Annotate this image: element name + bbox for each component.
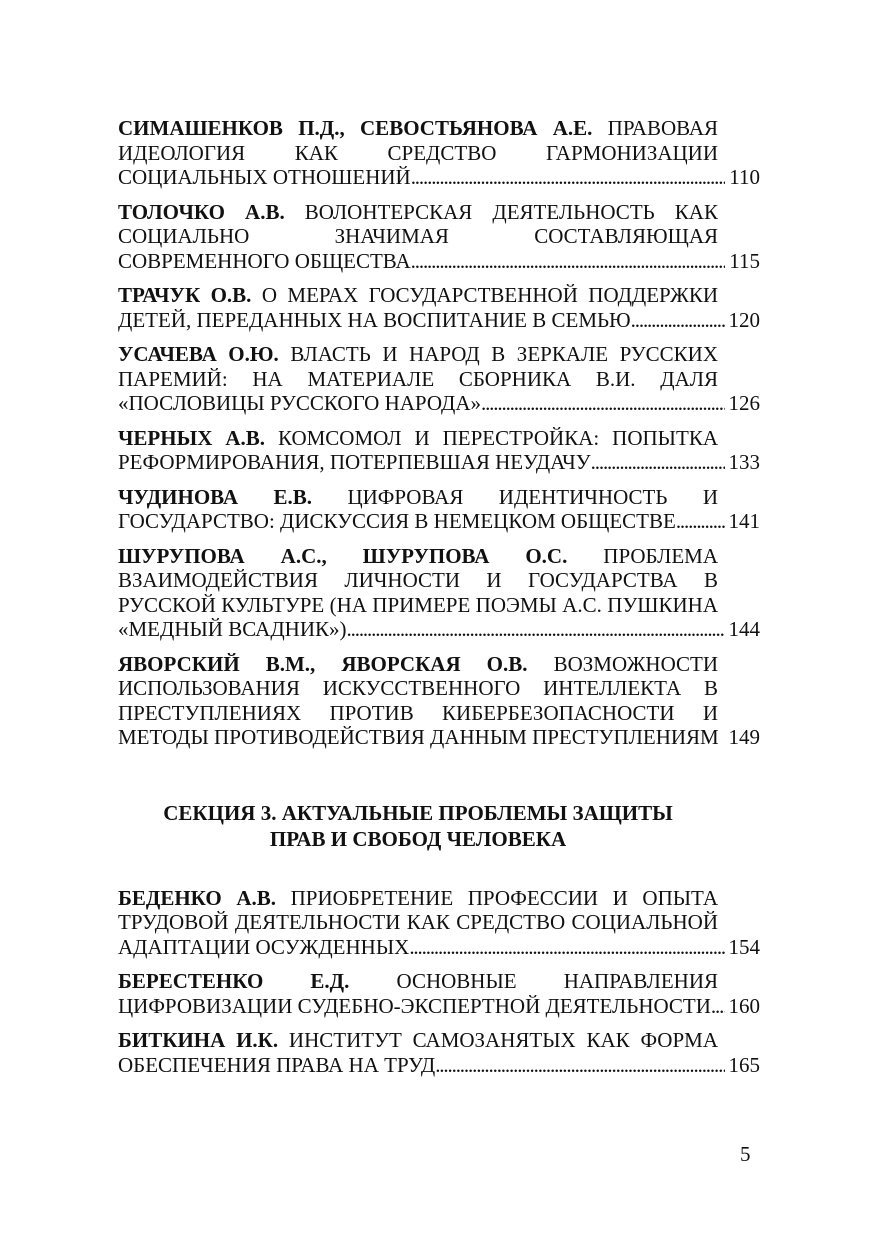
entry-title-text: «ПОСЛОВИЦЫ РУССКОГО НАРОДА» — [118, 391, 481, 415]
entry-authors: БЕРЕСТЕНКО Е.Д. — [118, 969, 350, 993]
toc-entry-line — [118, 652, 718, 677]
toc-entry-line — [118, 544, 718, 569]
dot-leader — [435, 1053, 724, 1078]
toc-entry[interactable] — [118, 969, 760, 1018]
entry-title-text: ПРЕСТУПЛЕНИЯХ ПРОТИВ КИБЕРБЕЗОПАСНОСТИ И — [118, 700, 718, 725]
entry-title-text: ГОСУДАРСТВО: ДИСКУССИЯ В НЕМЕЦКОМ ОБЩЕСТВЕ — [118, 509, 676, 533]
entry-authors: ШУРУПОВА А.С., ШУРУПОВА О.С. — [118, 543, 568, 568]
toc-entry-line — [118, 141, 718, 166]
toc-entry-line — [118, 910, 718, 935]
entry-authors: БЕДЕНКО А.В. — [118, 885, 276, 910]
toc-entry-last-line — [118, 249, 760, 274]
entry-title-text: ПРАВОВАЯ — [592, 116, 718, 140]
toc-entry[interactable] — [118, 652, 760, 750]
dot-leader — [711, 994, 725, 1019]
entry-title-text: АДАПТАЦИИ ОСУЖДЕННЫХ — [118, 934, 410, 959]
toc-entry[interactable] — [118, 283, 760, 332]
toc-entry[interactable] — [118, 485, 760, 534]
entry-page-number: 144 — [728, 617, 760, 641]
entry-title-text: ЦИФРОВИЗАЦИИ СУДЕБНО-ЭКСПЕРТНОЙ ДЕЯТЕЛЬНОСТИ — [118, 993, 711, 1018]
dot-leader — [676, 509, 725, 534]
table-of-contents — [118, 116, 760, 1087]
dot-leader — [411, 165, 726, 190]
entry-title-text: ЦИФРОВАЯ ИДЕНТИЧНОСТЬ И — [311, 484, 718, 509]
entry-title-text: ИДЕОЛОГИЯ КАК СРЕДСТВО ГАРМОНИЗАЦИИ — [118, 140, 718, 165]
toc-entry-last-line — [118, 391, 760, 416]
section-heading — [118, 800, 718, 852]
entry-title-text: ОБЕСПЕЧЕНИЯ ПРАВА НА ТРУД — [118, 1052, 436, 1077]
entry-title-text: ПРИОБРЕТЕНИЕ ПРОФЕССИИ И ОПЫТА — [276, 885, 718, 910]
entry-authors: ЯВОРСКИЙ В.М., ЯВОРСКАЯ О.В. — [118, 651, 528, 676]
toc-entry-line — [118, 969, 718, 994]
toc-entry[interactable] — [118, 544, 760, 642]
toc-entry[interactable] — [118, 426, 760, 475]
entry-title-text: ОСНОВНЫЕ НАПРАВЛЕНИЯ — [349, 969, 718, 993]
toc-entry-last-line — [118, 935, 760, 960]
entry-page-number: 165 — [728, 1052, 760, 1077]
entry-page-number: 149 — [728, 725, 760, 749]
section-title-line-2: ПРАВ И СВОБОД ЧЕЛОВЕКА — [269, 826, 567, 851]
entry-title-text: ВОЛОНТЕРСКАЯ ДЕЯТЕЛЬНОСТЬ КАК — [284, 199, 718, 224]
toc-entry[interactable] — [118, 200, 760, 274]
toc-entry[interactable] — [118, 886, 760, 960]
entry-authors: ЧЕРНЫХ А.В. — [118, 425, 266, 450]
entry-authors: СИМАШЕНКОВ П.Д., СЕВОСТЬЯНОВА А.Е. — [118, 116, 593, 140]
dot-leader — [591, 450, 725, 475]
toc-entry-line — [118, 485, 718, 510]
entry-title-text: МЕТОДЫ ПРОТИВОДЕЙСТВИЯ ДАННЫМ ПРЕСТУПЛЕНИЯМ — [118, 725, 719, 749]
entry-authors: УСАЧЕВА О.Ю. — [118, 342, 279, 366]
toc-entry-line — [118, 593, 718, 618]
entry-authors: ТОЛОЧКО А.В. — [118, 199, 285, 224]
toc-entry[interactable] — [118, 342, 760, 416]
dot-leader — [481, 391, 725, 416]
entry-page-number: 160 — [728, 993, 760, 1018]
toc-entry[interactable] — [118, 116, 760, 190]
entry-page-number: 154 — [728, 934, 760, 959]
toc-entries-part2 — [118, 886, 760, 1078]
entry-page-number: 110 — [729, 165, 760, 189]
entry-authors: ЧУДИНОВА Е.В. — [118, 484, 312, 509]
entry-title-text: РЕФОРМИРОВАНИЯ, ПОТЕРПЕВШАЯ НЕУДАЧУ — [118, 450, 591, 474]
toc-entry-last-line — [118, 308, 760, 333]
dot-leader — [409, 935, 724, 960]
toc-entry-last-line — [118, 509, 760, 534]
entry-title-text: ВЗАИМОДЕЙСТВИЯ ЛИЧНОСТИ И ГОСУДАРСТВА В — [118, 568, 718, 592]
entry-title-text: ПРОБЛЕМА — [567, 543, 718, 568]
entry-title-text: СОЦИАЛЬНЫХ ОТНОШЕНИЙ — [118, 165, 411, 189]
entry-title-text: СОЦИАЛЬНО ЗНАЧИМАЯ СОСТАВЛЯЮЩАЯ — [118, 224, 718, 248]
entry-authors: БИТКИНА И.К. — [118, 1028, 279, 1052]
section-title-line-1: СЕКЦИЯ 3. АКТУАЛЬНЫЕ ПРОБЛЕМЫ ЗАЩИТЫ — [163, 800, 673, 825]
toc-entry-line — [118, 200, 718, 225]
entry-title-text: СОВРЕМЕННОГО ОБЩЕСТВА — [118, 248, 411, 273]
toc-entry[interactable] — [118, 1028, 760, 1077]
toc-entry-last-line — [118, 617, 760, 642]
entry-title-text: ДЕТЕЙ, ПЕРЕДАННЫХ НА ВОСПИТАНИЕ В СЕМЬЮ — [118, 307, 631, 332]
toc-entry-line — [118, 568, 718, 593]
entry-title-text: КОМСОМОЛ И ПЕРЕСТРОЙКА: ПОПЫТКА — [265, 425, 718, 450]
entry-title-text: ВЛАСТЬ И НАРОД В ЗЕРКАЛЕ РУССКИХ — [278, 342, 718, 366]
toc-entries-part1 — [118, 116, 760, 750]
dot-leader — [347, 617, 725, 642]
dot-leader — [411, 249, 726, 274]
entry-title-text: «МЕДНЫЙ ВСАДНИК») — [118, 617, 347, 641]
entry-page-number: 126 — [728, 391, 760, 415]
toc-entry-line — [118, 1028, 718, 1053]
entry-page-number: 120 — [728, 307, 760, 332]
entry-title-text: ИНСТИТУТ САМОЗАНЯТЫХ КАК ФОРМА — [278, 1028, 718, 1052]
entry-title-text: ТРУДОВОЙ ДЕЯТЕЛЬНОСТИ КАК СРЕДСТВО СОЦИАЛЬНОЙ — [118, 910, 718, 934]
toc-entry-last-line — [118, 1053, 760, 1078]
toc-entry-line — [118, 701, 718, 726]
dot-leader — [631, 308, 725, 333]
toc-entry-last-line — [118, 450, 760, 475]
entry-title-text: ВОЗМОЖНОСТИ — [527, 651, 718, 676]
entry-page-number: 141 — [728, 509, 760, 533]
toc-entry-line — [118, 886, 718, 911]
entry-title-text: РУССКОЙ КУЛЬТУРЕ (НА ПРИМЕРЕ ПОЭМЫ А.С. ПУШКИНА — [118, 592, 718, 617]
toc-entry-line — [118, 342, 718, 367]
toc-entry-last-line — [118, 725, 760, 750]
toc-entry-line — [118, 676, 718, 701]
toc-entry-last-line — [118, 994, 760, 1019]
entry-authors: ТРАЧУК О.В. — [118, 283, 252, 307]
toc-entry-line — [118, 426, 718, 451]
toc-entry-line — [118, 116, 718, 141]
toc-entry-last-line — [118, 165, 760, 190]
page-number: 5 — [740, 1142, 751, 1166]
entry-title-text: ПАРЕМИЙ: НА МАТЕРИАЛЕ СБОРНИКА В.И. ДАЛЯ — [118, 366, 718, 391]
toc-entry-line — [118, 224, 718, 249]
toc-entry-line — [118, 367, 718, 392]
entry-page-number: 133 — [728, 450, 760, 474]
entry-title-text: ИСПОЛЬЗОВАНИЯ ИСКУССТВЕННОГО ИНТЕЛЛЕКТА В — [118, 676, 718, 700]
toc-entry-line — [118, 283, 718, 308]
entry-page-number: 115 — [729, 248, 760, 273]
entry-title-text: О МЕРАХ ГОСУДАРСТВЕННОЙ ПОДДЕРЖКИ — [251, 283, 718, 307]
